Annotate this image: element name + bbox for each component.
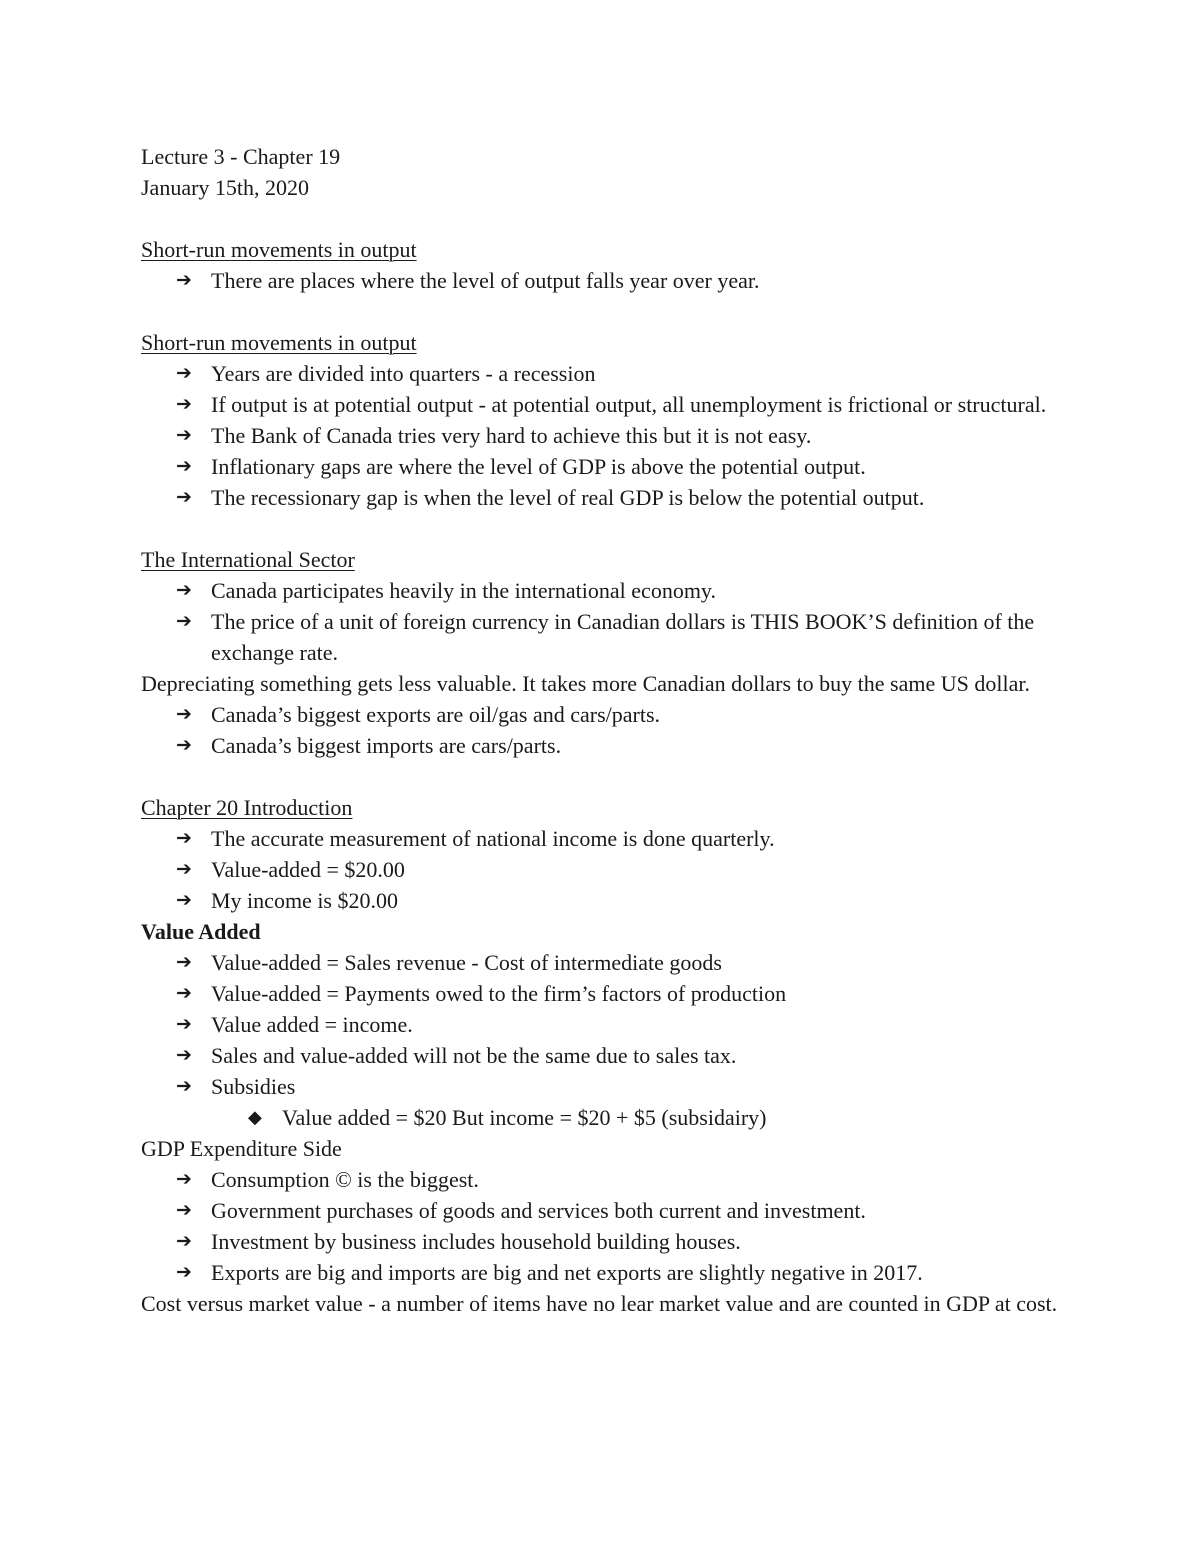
arrow-icon: ➔ — [176, 1200, 192, 1221]
spacer — [141, 761, 1081, 792]
list-item: ➔ The Bank of Canada tries very hard to achieve this but it is not easy. — [141, 420, 1081, 451]
paragraph-cost-vs-market: Cost versus market value - a number of items have no lear market value and are counted in GDP at cost. — [141, 1291, 1058, 1316]
sub-bullet-list — [141, 1102, 1081, 1133]
section-heading-short-run-2: Short-run movements in output — [141, 330, 417, 355]
arrow-icon: ➔ — [176, 890, 192, 911]
arrow-icon: ➔ — [176, 1169, 192, 1190]
bullet-list — [141, 823, 1081, 916]
bullet-list — [141, 358, 1081, 513]
paragraph-depreciation: Depreciating something gets less valuable. It takes more Canadian dollars to buy the same US dollar. — [141, 671, 1030, 696]
list-item: ➔ Value-added = Sales revenue - Cost of intermediate goods — [141, 947, 1081, 978]
arrow-icon: ➔ — [176, 859, 192, 880]
list-item: ➔ There are places where the level of output falls year over year. — [141, 265, 1081, 296]
diamond-icon: ◆ — [248, 1107, 262, 1127]
list-item: ➔ Value-added = Payments owed to the firm’s factors of production — [141, 978, 1081, 1009]
arrow-icon: ➔ — [176, 270, 192, 291]
list-item: ➔ Canada’s biggest exports are oil/gas and cars/parts. — [141, 699, 1081, 730]
list-item: ◆ Value added = $20 But income = $20 + $5 (subsidairy) — [141, 1102, 1081, 1133]
section-heading-short-run: Short-run movements in output — [141, 237, 417, 262]
arrow-icon: ➔ — [176, 611, 192, 632]
spacer — [141, 296, 1081, 327]
list-item: ➔ Value-added = $20.00 — [141, 854, 1081, 885]
list-item: ➔ The price of a unit of foreign currency in Canadian dollars is THIS BOOK’S definition of the exchange rate. — [141, 606, 1081, 668]
document-date: January 15th, 2020 — [141, 175, 310, 200]
list-item: ➔ Government purchases of goods and services both current and investment. — [141, 1195, 1081, 1226]
arrow-icon: ➔ — [176, 456, 192, 477]
arrow-icon: ➔ — [176, 425, 192, 446]
arrow-icon: ➔ — [176, 828, 192, 849]
arrow-icon: ➔ — [176, 394, 192, 415]
list-item: ➔ Investment by business includes household building houses. — [141, 1226, 1081, 1257]
bullet-list — [141, 265, 1081, 296]
list-item: ➔ My income is $20.00 — [141, 885, 1081, 916]
arrow-icon: ➔ — [176, 487, 192, 508]
arrow-icon: ➔ — [176, 1262, 192, 1283]
arrow-icon: ➔ — [176, 1045, 192, 1066]
arrow-icon: ➔ — [176, 1231, 192, 1252]
list-item: ➔ Consumption © is the biggest. — [141, 1164, 1081, 1195]
arrow-icon: ➔ — [176, 1076, 192, 1097]
bullet-list — [141, 575, 1081, 668]
list-item: ➔ The recessionary gap is when the level of real GDP is below the potential output. — [141, 482, 1081, 513]
arrow-icon: ➔ — [176, 704, 192, 725]
list-item: ➔ Years are divided into quarters - a recession — [141, 358, 1081, 389]
section-heading-chapter20: Chapter 20 Introduction — [141, 795, 353, 820]
spacer — [141, 203, 1081, 234]
list-item: ➔ Exports are big and imports are big and net exports are slightly negative in 2017. — [141, 1257, 1081, 1288]
document-title: Lecture 3 - Chapter 19 — [141, 144, 341, 169]
arrow-icon: ➔ — [176, 1014, 192, 1035]
document-page — [141, 141, 1081, 1319]
arrow-icon: ➔ — [176, 952, 192, 973]
bullet-list — [141, 699, 1081, 761]
section-heading-gdp-expenditure: GDP Expenditure Side — [141, 1136, 342, 1161]
list-item: ➔ Subsidies — [141, 1071, 1081, 1102]
arrow-icon: ➔ — [176, 363, 192, 384]
arrow-icon: ➔ — [176, 735, 192, 756]
bullet-list — [141, 1164, 1081, 1288]
arrow-icon: ➔ — [176, 580, 192, 601]
bullet-list — [141, 947, 1081, 1102]
list-item: ➔ If output is at potential output - at potential output, all unemployment is frictional or structural. — [141, 389, 1081, 420]
list-item: ➔ Sales and value-added will not be the same due to sales tax. — [141, 1040, 1081, 1071]
list-item: ➔ The accurate measurement of national income is done quarterly. — [141, 823, 1081, 854]
list-item: ➔ Canada participates heavily in the international economy. — [141, 575, 1081, 606]
list-item: ➔ Value added = income. — [141, 1009, 1081, 1040]
arrow-icon: ➔ — [176, 983, 192, 1004]
section-heading-value-added: Value Added — [141, 919, 261, 944]
list-item: ➔ Canada’s biggest imports are cars/parts. — [141, 730, 1081, 761]
spacer — [141, 513, 1081, 544]
section-heading-international: The International Sector — [141, 547, 355, 572]
list-item: ➔ Inflationary gaps are where the level of GDP is above the potential output. — [141, 451, 1081, 482]
